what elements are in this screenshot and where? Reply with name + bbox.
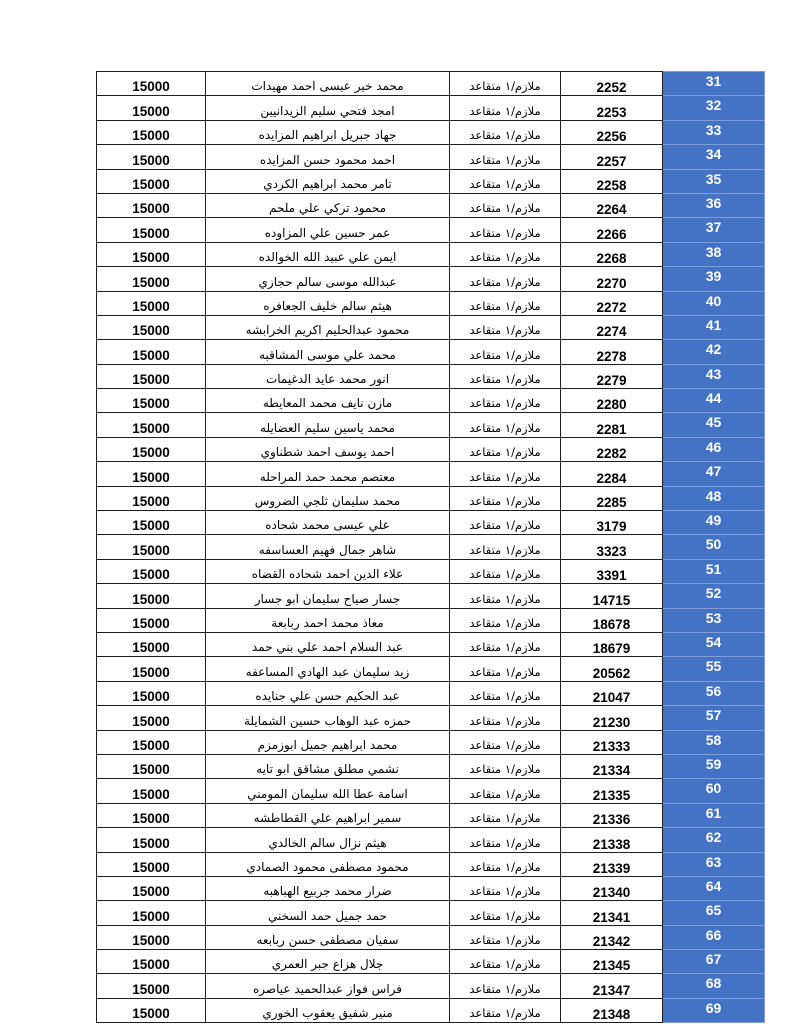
name-cell: محمود عبدالحليم اكريم الخرابشه xyxy=(206,315,450,339)
military-number-cell: 21230 xyxy=(561,706,663,730)
name-cell: ايمن علي عبيد الله الخوالده xyxy=(206,242,450,266)
row-index-cell: 33 xyxy=(663,120,765,144)
table-row xyxy=(97,608,765,632)
name-cell: سمير ابراهيم علي القطاطشه xyxy=(206,803,450,827)
military-number-cell: 21348 xyxy=(561,998,663,1022)
row-index-cell: 34 xyxy=(663,145,765,169)
amount-cell: 15000 xyxy=(97,218,206,242)
row-index-cell: 68 xyxy=(663,974,765,998)
row-index-cell: 55 xyxy=(663,657,765,681)
rank-cell: ملازم/١ متقاعد xyxy=(450,608,561,632)
row-index-cell: 57 xyxy=(663,706,765,730)
rank-cell: ملازم/١ متقاعد xyxy=(450,632,561,656)
amount-cell: 15000 xyxy=(97,876,206,900)
amount-cell: 15000 xyxy=(97,340,206,364)
name-cell: محمد ياسين سليم العضايله xyxy=(206,413,450,437)
table-row xyxy=(97,828,765,852)
amount-cell: 15000 xyxy=(97,608,206,632)
amount-cell: 15000 xyxy=(97,779,206,803)
table-row xyxy=(97,364,765,388)
name-cell: عبد السلام احمد علي بني حمد xyxy=(206,632,450,656)
amount-cell: 15000 xyxy=(97,706,206,730)
table-row xyxy=(97,876,765,900)
row-index-cell: 50 xyxy=(663,535,765,559)
row-index-cell: 66 xyxy=(663,925,765,949)
rank-cell: ملازم/١ متقاعد xyxy=(450,681,561,705)
rank-cell: ملازم/١ متقاعد xyxy=(450,779,561,803)
table-row xyxy=(97,486,765,510)
rank-cell: ملازم/١ متقاعد xyxy=(450,218,561,242)
amount-cell: 15000 xyxy=(97,315,206,339)
table-row xyxy=(97,925,765,949)
table-row xyxy=(97,291,765,315)
amount-cell: 15000 xyxy=(97,291,206,315)
row-index-cell: 54 xyxy=(663,632,765,656)
row-index-cell: 63 xyxy=(663,852,765,876)
military-number-cell: 21336 xyxy=(561,803,663,827)
name-cell: احمد يوسف احمد شطناوي xyxy=(206,437,450,461)
name-cell: اسامة عطا الله سليمان المومني xyxy=(206,779,450,803)
table-row xyxy=(97,389,765,413)
military-number-cell: 3179 xyxy=(561,511,663,535)
amount-cell: 15000 xyxy=(97,925,206,949)
personnel-table xyxy=(96,71,765,1023)
military-number-cell: 21347 xyxy=(561,974,663,998)
name-cell: انور محمد عايد الدغيمات xyxy=(206,364,450,388)
row-index-cell: 35 xyxy=(663,169,765,193)
military-number-cell: 2257 xyxy=(561,145,663,169)
table-row xyxy=(97,267,765,291)
name-cell: فراس فواز عبدالحميد عياصره xyxy=(206,974,450,998)
amount-cell: 15000 xyxy=(97,242,206,266)
amount-cell: 15000 xyxy=(97,486,206,510)
rank-cell: ملازم/١ متقاعد xyxy=(450,828,561,852)
military-number-cell: 2285 xyxy=(561,486,663,510)
table-row xyxy=(97,974,765,998)
row-index-cell: 41 xyxy=(663,315,765,339)
table-row xyxy=(97,413,765,437)
military-number-cell: 2258 xyxy=(561,169,663,193)
amount-cell: 15000 xyxy=(97,852,206,876)
military-number-cell: 2264 xyxy=(561,193,663,217)
row-index-cell: 37 xyxy=(663,218,765,242)
military-number-cell: 21047 xyxy=(561,681,663,705)
name-cell: منير شفيق يعقوب الخوري xyxy=(206,998,450,1022)
military-number-cell: 2278 xyxy=(561,340,663,364)
military-number-cell: 2279 xyxy=(561,364,663,388)
military-number-cell: 21341 xyxy=(561,901,663,925)
table-row xyxy=(97,803,765,827)
name-cell: مازن نايف محمد المعايطه xyxy=(206,389,450,413)
amount-cell: 15000 xyxy=(97,803,206,827)
table-row xyxy=(97,998,765,1022)
military-number-cell: 2253 xyxy=(561,96,663,120)
row-index-cell: 64 xyxy=(663,876,765,900)
row-index-cell: 49 xyxy=(663,511,765,535)
table-row xyxy=(97,72,765,96)
military-number-cell: 2284 xyxy=(561,462,663,486)
table-row xyxy=(97,754,765,778)
table-row xyxy=(97,218,765,242)
rank-cell: ملازم/١ متقاعد xyxy=(450,876,561,900)
rank-cell: ملازم/١ متقاعد xyxy=(450,974,561,998)
rank-cell: ملازم/١ متقاعد xyxy=(450,364,561,388)
rank-cell: ملازم/١ متقاعد xyxy=(450,950,561,974)
name-cell: هيثم نزال سالم الخالدي xyxy=(206,828,450,852)
rank-cell: ملازم/١ متقاعد xyxy=(450,706,561,730)
military-number-cell: 2252 xyxy=(561,72,663,96)
table-row xyxy=(97,779,765,803)
name-cell: محمد ابراهيم جميل ابوزمزم xyxy=(206,730,450,754)
name-cell: عبدالله موسى سالم حجازي xyxy=(206,267,450,291)
name-cell: محمد علي موسى المشاقبه xyxy=(206,340,450,364)
amount-cell: 15000 xyxy=(97,754,206,778)
row-index-cell: 47 xyxy=(663,462,765,486)
rank-cell: ملازم/١ متقاعد xyxy=(450,145,561,169)
table-row xyxy=(97,706,765,730)
table-row xyxy=(97,145,765,169)
amount-cell: 15000 xyxy=(97,169,206,193)
name-cell: تامر محمد ابراهيم الكردي xyxy=(206,169,450,193)
row-index-cell: 45 xyxy=(663,413,765,437)
military-number-cell: 2280 xyxy=(561,389,663,413)
row-index-cell: 39 xyxy=(663,267,765,291)
name-cell: علاء الدين احمد شحاده القضاه xyxy=(206,559,450,583)
amount-cell: 15000 xyxy=(97,681,206,705)
row-index-cell: 32 xyxy=(663,96,765,120)
row-index-cell: 60 xyxy=(663,779,765,803)
row-index-cell: 51 xyxy=(663,559,765,583)
table-row xyxy=(97,511,765,535)
row-index-cell: 65 xyxy=(663,901,765,925)
table-row xyxy=(97,559,765,583)
name-cell: عبد الحكيم حسن علي جنايده xyxy=(206,681,450,705)
table-row xyxy=(97,584,765,608)
military-number-cell: 21334 xyxy=(561,754,663,778)
military-number-cell: 2274 xyxy=(561,315,663,339)
name-cell: حمزه عبد الوهاب حسين الشمايلة xyxy=(206,706,450,730)
rank-cell: ملازم/١ متقاعد xyxy=(450,169,561,193)
amount-cell: 15000 xyxy=(97,96,206,120)
military-number-cell: 2282 xyxy=(561,437,663,461)
table-row xyxy=(97,657,765,681)
table-row xyxy=(97,242,765,266)
rank-cell: ملازم/١ متقاعد xyxy=(450,754,561,778)
table-row xyxy=(97,730,765,754)
rank-cell: ملازم/١ متقاعد xyxy=(450,96,561,120)
rank-cell: ملازم/١ متقاعد xyxy=(450,901,561,925)
rank-cell: ملازم/١ متقاعد xyxy=(450,559,561,583)
military-number-cell: 2268 xyxy=(561,242,663,266)
name-cell: معاذ محمد احمد ربابعة xyxy=(206,608,450,632)
rank-cell: ملازم/١ متقاعد xyxy=(450,389,561,413)
row-index-cell: 40 xyxy=(663,291,765,315)
amount-cell: 15000 xyxy=(97,632,206,656)
amount-cell: 15000 xyxy=(97,120,206,144)
name-cell: جلال هزاع جبر العمري xyxy=(206,950,450,974)
rank-cell: ملازم/١ متقاعد xyxy=(450,925,561,949)
name-cell: نشمي مطلق مشاقق ابو تايه xyxy=(206,754,450,778)
rank-cell: ملازم/١ متقاعد xyxy=(450,657,561,681)
rank-cell: ملازم/١ متقاعد xyxy=(450,413,561,437)
row-index-cell: 59 xyxy=(663,754,765,778)
military-number-cell: 3323 xyxy=(561,535,663,559)
table-row xyxy=(97,632,765,656)
military-number-cell: 21335 xyxy=(561,779,663,803)
row-index-cell: 67 xyxy=(663,950,765,974)
name-cell: جهاد جبريل ابراهيم المزايده xyxy=(206,120,450,144)
military-number-cell: 18679 xyxy=(561,632,663,656)
name-cell: حمد جميل حمد السخني xyxy=(206,901,450,925)
rank-cell: ملازم/١ متقاعد xyxy=(450,72,561,96)
rank-cell: ملازم/١ متقاعد xyxy=(450,315,561,339)
name-cell: زيد سليمان عبد الهادي المساعفه xyxy=(206,657,450,681)
row-index-cell: 43 xyxy=(663,364,765,388)
amount-cell: 15000 xyxy=(97,267,206,291)
amount-cell: 15000 xyxy=(97,413,206,437)
row-index-cell: 48 xyxy=(663,486,765,510)
rank-cell: ملازم/١ متقاعد xyxy=(450,730,561,754)
row-index-cell: 52 xyxy=(663,584,765,608)
rank-cell: ملازم/١ متقاعد xyxy=(450,242,561,266)
row-index-cell: 69 xyxy=(663,998,765,1022)
amount-cell: 15000 xyxy=(97,437,206,461)
name-cell: امجد فتحي سليم الزيدانيين xyxy=(206,96,450,120)
table-row xyxy=(97,340,765,364)
name-cell: معتصم محمد حمد المراحله xyxy=(206,462,450,486)
table-row xyxy=(97,96,765,120)
amount-cell: 15000 xyxy=(97,950,206,974)
rank-cell: ملازم/١ متقاعد xyxy=(450,511,561,535)
table-row xyxy=(97,852,765,876)
name-cell: عمر حسين علي المزاوده xyxy=(206,218,450,242)
amount-cell: 15000 xyxy=(97,364,206,388)
name-cell: جسار صياح سليمان ابو جسار xyxy=(206,584,450,608)
name-cell: محمود مصطفى محمود الصمادي xyxy=(206,852,450,876)
personnel-table-body xyxy=(97,72,765,1023)
name-cell: احمد محمود حسن المزايده xyxy=(206,145,450,169)
rank-cell: ملازم/١ متقاعد xyxy=(450,535,561,559)
amount-cell: 15000 xyxy=(97,193,206,217)
amount-cell: 15000 xyxy=(97,657,206,681)
military-number-cell: 21345 xyxy=(561,950,663,974)
rank-cell: ملازم/١ متقاعد xyxy=(450,803,561,827)
military-number-cell: 2270 xyxy=(561,267,663,291)
military-number-cell: 20562 xyxy=(561,657,663,681)
row-index-cell: 42 xyxy=(663,340,765,364)
table-row xyxy=(97,462,765,486)
rank-cell: ملازم/١ متقاعد xyxy=(450,584,561,608)
amount-cell: 15000 xyxy=(97,974,206,998)
name-cell: ضرار محمد جربيع الهباهبه xyxy=(206,876,450,900)
row-index-cell: 38 xyxy=(663,242,765,266)
military-number-cell: 3391 xyxy=(561,559,663,583)
amount-cell: 15000 xyxy=(97,828,206,852)
military-number-cell: 18678 xyxy=(561,608,663,632)
row-index-cell: 56 xyxy=(663,681,765,705)
name-cell: محمود تركي علي ملحم xyxy=(206,193,450,217)
rank-cell: ملازم/١ متقاعد xyxy=(450,998,561,1022)
name-cell: محمد خير عيسى احمد مهيدات xyxy=(206,72,450,96)
row-index-cell: 58 xyxy=(663,730,765,754)
name-cell: سفيان مصطفى حسن ربابعه xyxy=(206,925,450,949)
military-number-cell: 14715 xyxy=(561,584,663,608)
name-cell: محمد سليمان ثلجي الضروس xyxy=(206,486,450,510)
military-number-cell: 2272 xyxy=(561,291,663,315)
rank-cell: ملازم/١ متقاعد xyxy=(450,193,561,217)
table-row xyxy=(97,120,765,144)
row-index-cell: 53 xyxy=(663,608,765,632)
amount-cell: 15000 xyxy=(97,462,206,486)
rank-cell: ملازم/١ متقاعد xyxy=(450,267,561,291)
amount-cell: 15000 xyxy=(97,145,206,169)
table-row xyxy=(97,315,765,339)
amount-cell: 15000 xyxy=(97,511,206,535)
amount-cell: 15000 xyxy=(97,559,206,583)
name-cell: شاهر جمال فهيم العساسفه xyxy=(206,535,450,559)
amount-cell: 15000 xyxy=(97,389,206,413)
row-index-cell: 62 xyxy=(663,828,765,852)
row-index-cell: 36 xyxy=(663,193,765,217)
amount-cell: 15000 xyxy=(97,730,206,754)
military-number-cell: 21333 xyxy=(561,730,663,754)
table-row xyxy=(97,169,765,193)
table-row xyxy=(97,193,765,217)
row-index-cell: 44 xyxy=(663,389,765,413)
amount-cell: 15000 xyxy=(97,535,206,559)
military-number-cell: 21338 xyxy=(561,828,663,852)
table-row xyxy=(97,681,765,705)
rank-cell: ملازم/١ متقاعد xyxy=(450,120,561,144)
amount-cell: 15000 xyxy=(97,998,206,1022)
table-row xyxy=(97,437,765,461)
rank-cell: ملازم/١ متقاعد xyxy=(450,291,561,315)
row-index-cell: 31 xyxy=(663,72,765,96)
military-number-cell: 21339 xyxy=(561,852,663,876)
military-number-cell: 2256 xyxy=(561,120,663,144)
rank-cell: ملازم/١ متقاعد xyxy=(450,852,561,876)
military-number-cell: 21342 xyxy=(561,925,663,949)
amount-cell: 15000 xyxy=(97,584,206,608)
name-cell: علي عيسى محمد شحاده xyxy=(206,511,450,535)
rank-cell: ملازم/١ متقاعد xyxy=(450,437,561,461)
military-number-cell: 2266 xyxy=(561,218,663,242)
rank-cell: ملازم/١ متقاعد xyxy=(450,340,561,364)
military-number-cell: 2281 xyxy=(561,413,663,437)
rank-cell: ملازم/١ متقاعد xyxy=(450,486,561,510)
military-number-cell: 21340 xyxy=(561,876,663,900)
row-index-cell: 61 xyxy=(663,803,765,827)
table-row xyxy=(97,535,765,559)
table-row xyxy=(97,901,765,925)
table-row xyxy=(97,950,765,974)
name-cell: هيثم سالم خليف الجعافره xyxy=(206,291,450,315)
amount-cell: 15000 xyxy=(97,901,206,925)
amount-cell: 15000 xyxy=(97,72,206,96)
rank-cell: ملازم/١ متقاعد xyxy=(450,462,561,486)
row-index-cell: 46 xyxy=(663,437,765,461)
